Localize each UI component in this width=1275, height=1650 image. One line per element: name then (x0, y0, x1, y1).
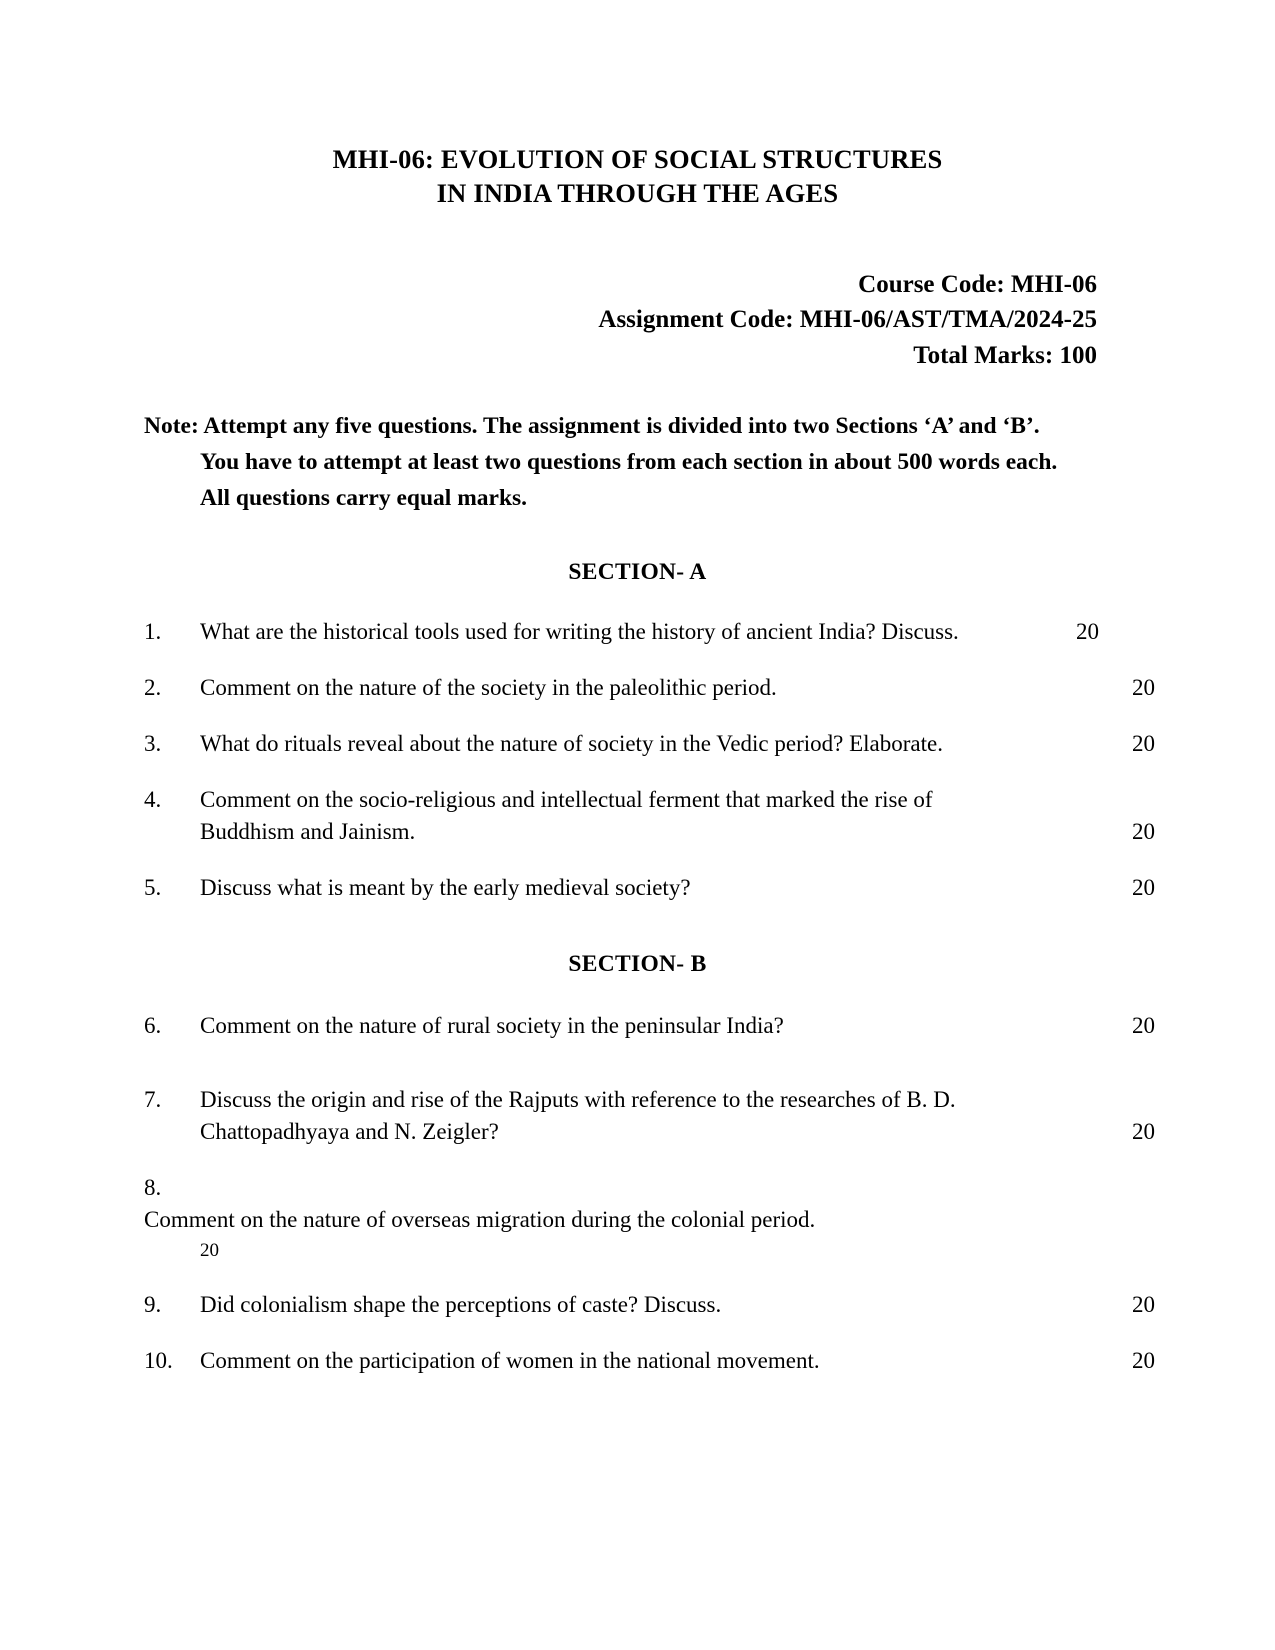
question-marks: 20 (1076, 618, 1099, 644)
question-text: Comment on the nature of rural society in the peninsular India? (200, 1012, 784, 1038)
question-item (144, 1010, 1155, 1042)
question-text-line-1: Comment on the socio-religious and intellectual ferment that marked the rise of (200, 787, 933, 813)
question-text: Comment on the nature of overseas migration during the colonial period. (144, 1207, 816, 1233)
question-number: 3. (144, 730, 162, 756)
course-meta-block (0, 267, 1275, 374)
page-title-line-1: MHI-06: EVOLUTION OF SOCIAL STRUCTURES (332, 144, 943, 174)
note-line-3: All questions carry equal marks. (200, 484, 528, 511)
section-b-heading: SECTION- B (568, 950, 707, 977)
question-item (144, 784, 1155, 848)
question-number: 10. (144, 1348, 173, 1374)
question-marks: 20 (1132, 875, 1155, 901)
question-text-line-2: Chattopadhyaya and N. Zeigler? (200, 1119, 499, 1145)
question-text-line-1: Discuss the origin and rise of the Rajputs with reference to the researches of B. D. (200, 1086, 956, 1112)
question-item (144, 672, 1155, 704)
total-marks: Total Marks: 100 (913, 341, 1097, 369)
question-number: 4. (144, 787, 162, 813)
question-marks: 20 (1132, 1292, 1155, 1318)
section-a-heading: SECTION- A (568, 558, 707, 585)
question-marks: 20 (1132, 1119, 1155, 1145)
question-marks: 20 (1132, 674, 1155, 700)
question-text: Comment on the nature of the society in the paleolithic period. (200, 674, 777, 700)
section-a-question-list (0, 616, 1275, 905)
course-code: Course Code: MHI-06 (858, 270, 1097, 298)
question-marks: 20 (1132, 819, 1155, 845)
question-item (144, 1084, 1155, 1148)
question-item (144, 728, 1155, 760)
question-marks: 20 (200, 1239, 219, 1261)
question-text: Did colonialism shape the perceptions of caste? Discuss. (200, 1292, 722, 1318)
question-item (144, 1345, 1155, 1377)
assignment-code: Assignment Code: MHI-06/AST/TMA/2024-25 (598, 306, 1097, 334)
question-item (144, 1289, 1155, 1321)
question-number: 5. (144, 875, 162, 901)
question-item (144, 1172, 1155, 1265)
question-number: 7. (144, 1086, 162, 1112)
question-text: What do rituals reveal about the nature of society in the Vedic period? Elaborate. (200, 730, 943, 756)
question-item (144, 872, 1155, 904)
note-line-2: You have to attempt at least two questions from each section in about 500 words each. (200, 449, 1058, 476)
question-number: 2. (144, 674, 162, 700)
question-text-line-2: Buddhism and Jainism. (200, 819, 416, 845)
question-text: Discuss what is meant by the early medieval society? (200, 875, 691, 901)
question-text (200, 784, 1109, 848)
section-b-question-list (0, 1010, 1275, 1378)
question-text: Comment on the participation of women in the national movement. (200, 1348, 820, 1374)
question-number: 6. (144, 1012, 162, 1038)
question-number: 8. (144, 1175, 162, 1201)
page-title-line-2: IN INDIA THROUGH THE AGES (436, 178, 839, 209)
question-number: 9. (144, 1292, 162, 1318)
page-title (0, 0, 1275, 211)
question-item (144, 616, 1155, 648)
question-marks: 20 (1132, 730, 1155, 756)
question-marks: 20 (1132, 1012, 1155, 1038)
note-line-1: Note: Attempt any five questions. The assignment is divided into two Sections ‘A’ and ‘B’. (144, 413, 1040, 440)
question-marks: 20 (1132, 1348, 1155, 1374)
question-text: What are the historical tools used for writing the history of ancient India? Discuss. (200, 618, 959, 644)
question-text (200, 1084, 1109, 1148)
instructions-note (0, 409, 1275, 516)
question-number: 1. (144, 618, 162, 644)
